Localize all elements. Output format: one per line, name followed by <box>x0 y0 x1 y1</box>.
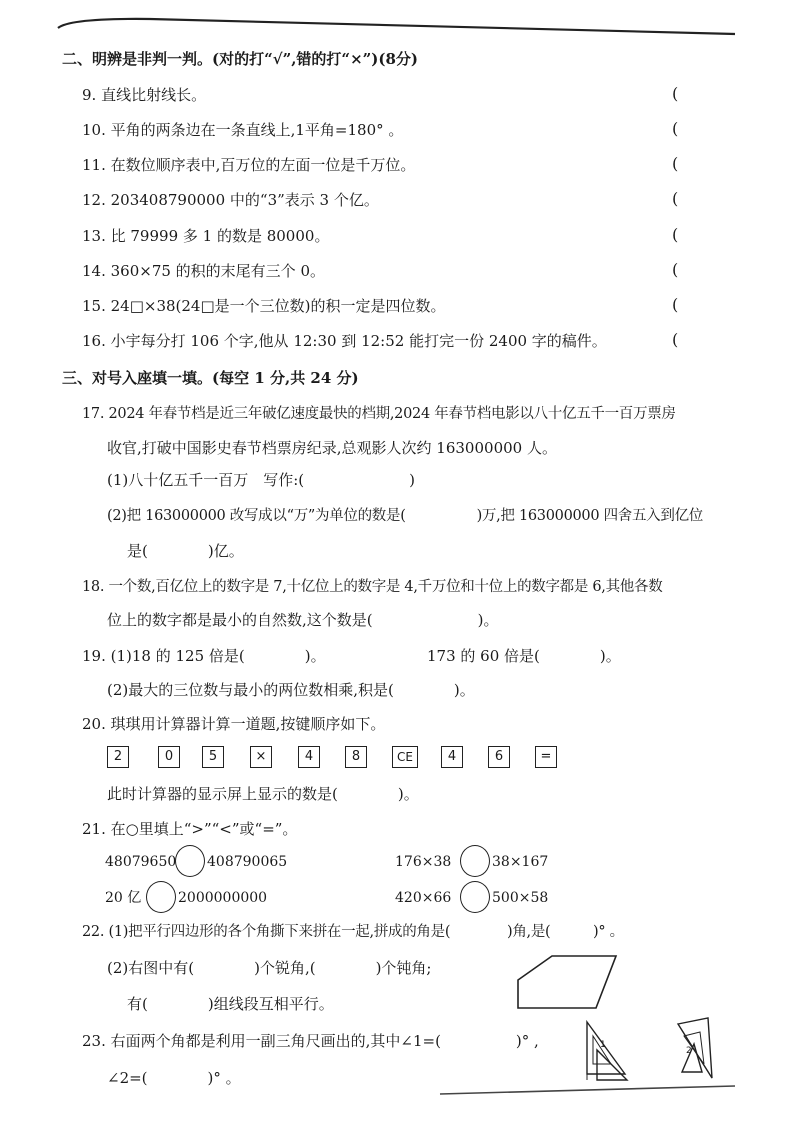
question-14: 14. 360×75 的积的末尾有三个 0。 <box>82 262 325 280</box>
question-13: 13. 比 79999 多 1 的数是 80000。 <box>82 227 330 245</box>
calc-key-4: 4 <box>298 746 320 768</box>
question-17-part1: (1)八十亿五千一百万 写作:( ) <box>107 471 416 489</box>
compare-4-circle[interactable] <box>460 881 490 913</box>
calc-key-4-second: 4 <box>441 746 463 768</box>
calc-key-6: 6 <box>488 746 510 768</box>
compare-1-left: 48079650 <box>105 854 177 870</box>
question-22-line3: 有( )组线段互相平行。 <box>127 995 334 1013</box>
question-18-line1: 18. 一个数,百亿位上的数字是 7,十亿位上的数字是 4,千万位和十位上的数字都是 6,其他各数 <box>82 579 663 595</box>
question-17-part2b: 是( )亿。 <box>127 542 244 560</box>
answer-paren-10[interactable]: ( <box>672 119 679 138</box>
question-17-part2a: (2)把 163000000 改写成以“万”为单位的数是( )万,把 163000000 四舍五入到亿位 <box>107 508 703 524</box>
compare-4-right: 500×58 <box>492 890 549 906</box>
section3-heading: 三、对号入座填一填。(每空 1 分,共 24 分) <box>62 369 359 387</box>
compare-3-circle[interactable] <box>146 881 176 913</box>
answer-paren-14[interactable]: ( <box>672 260 679 279</box>
compare-1-circle[interactable] <box>175 845 205 877</box>
answer-paren-13[interactable]: ( <box>672 225 679 244</box>
calc-key-ce: CE <box>392 746 418 768</box>
compare-2-left: 176×38 <box>395 854 452 870</box>
compare-3-right: 2000000000 <box>178 890 268 906</box>
question-12: 12. 203408790000 中的“3”表示 3 个亿。 <box>82 191 379 209</box>
question-20-line1: 20. 琪琪用计算器计算一道题,按键顺序如下。 <box>82 715 386 733</box>
question-23-line1: 23. 右面两个角都是利用一副三角尺画出的,其中∠1=( )° , <box>82 1032 539 1050</box>
question-19-part2: (2)最大的三位数与最小的两位数相乘,积是( )。 <box>107 681 475 699</box>
question-9: 9. 直线比射线长。 <box>82 86 207 104</box>
angle-1-figure <box>583 1018 643 1088</box>
question-11: 11. 在数位顺序表中,百万位的左面一位是千万位。 <box>82 156 416 174</box>
question-19-part1a: 19. (1)18 的 125 倍是( )。 <box>82 647 326 665</box>
answer-paren-12[interactable]: ( <box>672 189 679 208</box>
question-16: 16. 小宇每分打 106 个字,他从 12:30 到 12:52 能打完一份 2400 字的稿件。 <box>82 332 607 350</box>
compare-3-left: 20 亿 <box>105 890 142 906</box>
compare-2-right: 38×167 <box>492 854 549 870</box>
compare-1-right: 408790065 <box>207 854 288 870</box>
answer-paren-11[interactable]: ( <box>672 154 679 173</box>
angle-2-label: 2 <box>686 1046 692 1056</box>
question-20-line2: 此时计算器的显示屏上显示的数是( )。 <box>107 785 419 803</box>
parallelogram-figure <box>512 950 632 1020</box>
compare-2-circle[interactable] <box>460 845 490 877</box>
bottom-border-line <box>0 1080 794 1110</box>
question-10: 10. 平角的两条边在一条直线上,1平角=180° 。 <box>82 121 404 139</box>
calc-key-multiply: × <box>250 746 272 768</box>
angle-1-label: 1 <box>600 1040 606 1050</box>
angle-2-figure <box>670 1014 720 1084</box>
top-border-line <box>0 0 794 40</box>
calc-key-5: 5 <box>202 746 224 768</box>
answer-paren-15[interactable]: ( <box>672 295 679 314</box>
question-17-line2: 收官,打破中国影史春节档票房纪录,总观影人次约 163000000 人。 <box>107 439 557 457</box>
calc-key-2: 2 <box>107 746 129 768</box>
calc-key-equals: = <box>535 746 557 768</box>
calc-key-0: 0 <box>158 746 180 768</box>
question-15: 15. 24□×38(24□是一个三位数)的积一定是四位数。 <box>82 297 446 315</box>
question-19-part1b: 173 的 60 倍是( )。 <box>427 647 621 665</box>
section2-heading: 二、明辨是非判一判。(对的打“√”,错的打“×”)(8分) <box>62 50 418 68</box>
question-22-line2: (2)右图中有( )个锐角,( )个钝角; <box>107 959 432 977</box>
question-21-line1: 21. 在○里填上“>”“<”或“=”。 <box>82 820 298 838</box>
question-17-line1: 17. 2024 年春节档是近三年破亿速度最快的档期,2024 年春节档电影以八十亿五千一百万票房 <box>82 406 676 422</box>
question-23-line2: ∠2=( )° 。 <box>107 1069 241 1087</box>
compare-4-left: 420×66 <box>395 890 452 906</box>
question-18-line2: 位上的数字都是最小的自然数,这个数是( )。 <box>107 611 499 629</box>
answer-paren-16[interactable]: ( <box>672 330 679 349</box>
answer-paren-9[interactable]: ( <box>672 84 679 103</box>
question-22-line1: 22. (1)把平行四边形的各个角撕下来拼在一起,拼成的角是( )角,是( )° 。 <box>82 924 624 940</box>
calc-key-8: 8 <box>345 746 367 768</box>
